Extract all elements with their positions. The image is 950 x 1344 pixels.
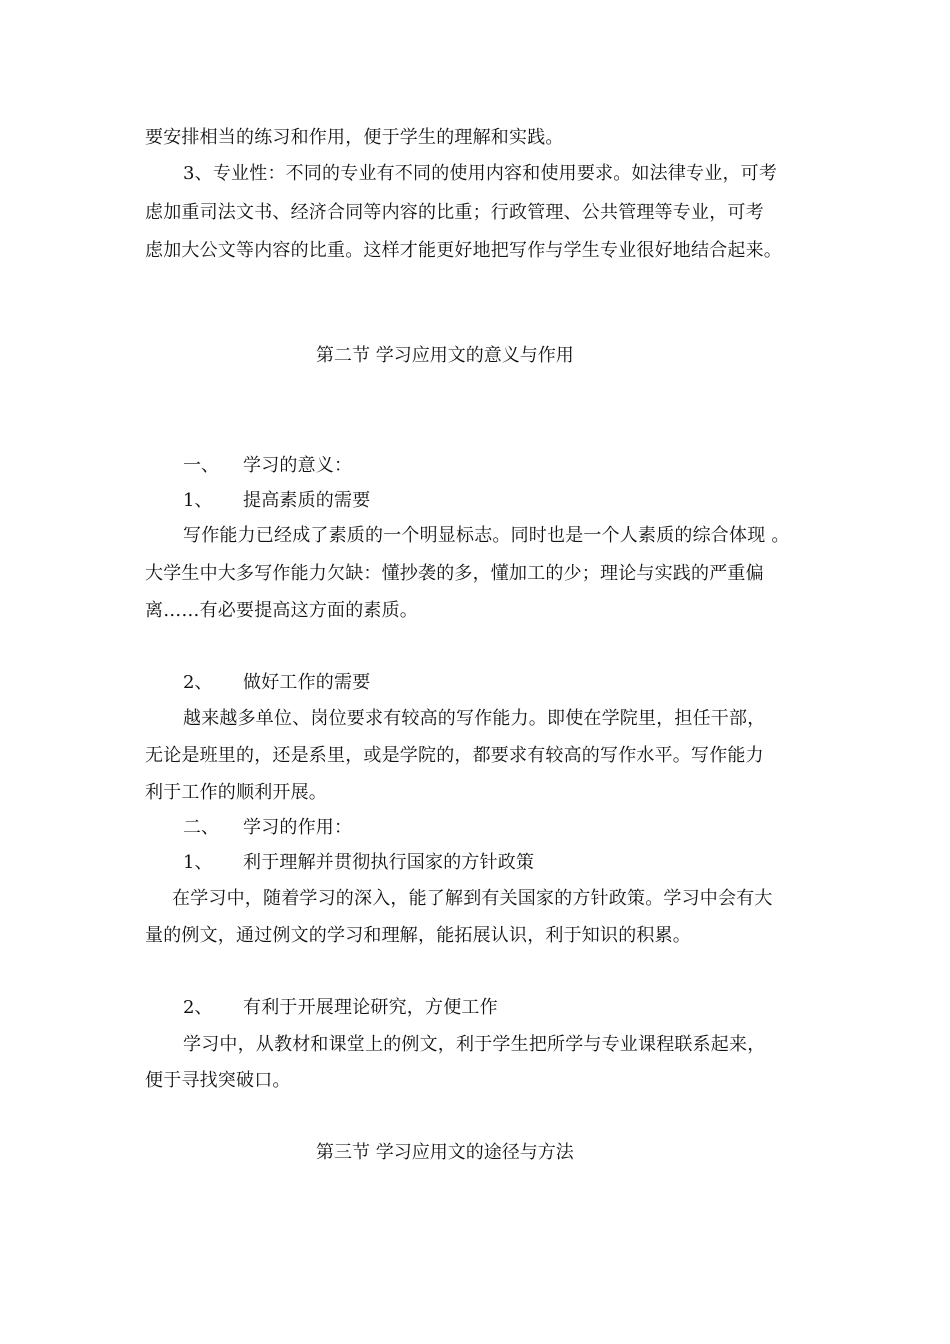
item-4-number: 2、 (183, 997, 213, 1018)
paragraph-3-line-3: 虑加大公文等内容的比重。这样才能更好地把写作与学生专业很好地结合起来。 (145, 240, 782, 261)
item-4-label: 有利于开展理论研究，方便工作 (243, 997, 498, 1018)
item-4-line-2: 便于寻找突破口。 (145, 1070, 291, 1091)
item-3-line-1: 在学习中，随着学习的深入，能了解到有关国家的方针政策。学习中会有大 (172, 888, 773, 909)
item-1-line-3: 离……有必要提高这方面的素质。 (145, 600, 418, 621)
item-3-line-2: 量的例文，通过例文的学习和理解，能拓展认识，利于知识的积累。 (145, 925, 691, 946)
item-1-label: 提高素质的需要 (243, 490, 371, 511)
paragraph-3-line-2: 虑加重司法文书、经济合同等内容的比重；行政管理、公共管理等专业，可考 (145, 202, 764, 223)
paragraph-3-line-1: 3、专业性：不同的专业有不同的使用内容和使用要求。如法律专业，可考 (183, 163, 778, 184)
item-3-label: 利于理解并贯彻执行国家的方针政策 (243, 852, 535, 873)
item-2-line-1: 越来越多单位、岗位要求有较高的写作能力。即使在学院里，担任干部， (183, 708, 766, 729)
item-2-line-2: 无论是班里的，还是系里，或是学院的，都要求有较高的写作水平。写作能力 (145, 745, 764, 766)
item-1-line-1: 写作能力已经成了素质的一个明显标志。同时也是一个人素质的综合体现 。 (183, 525, 790, 546)
part-1-label: 学习的意义： (243, 455, 353, 476)
item-2-label: 做好工作的需要 (243, 672, 371, 693)
item-1-line-2: 大学生中大多写作能力欠缺：懂抄袭的多，懂加工的少；理论与实践的严重偏 (145, 563, 764, 584)
part-2-label: 学习的作用： (243, 817, 353, 838)
item-1-number: 1、 (183, 490, 213, 511)
item-2-number: 2、 (183, 672, 213, 693)
part-1-number: 一、 (183, 455, 219, 476)
section-3-title: 第三节 学习应用文的途径与方法 (316, 1142, 574, 1163)
part-2-number: 二、 (183, 817, 219, 838)
section-2-title: 第二节 学习应用文的意义与作用 (316, 345, 574, 366)
item-3-number: 1、 (183, 852, 213, 873)
item-4-line-1: 学习中，从教材和课堂上的例文，利于学生把所学与专业课程联系起来， (183, 1034, 766, 1055)
item-2-line-3: 利于工作的顺利开展。 (145, 782, 327, 803)
paragraph-continuation: 要安排相当的练习和作用，便于学生的理解和实践。 (145, 127, 564, 148)
